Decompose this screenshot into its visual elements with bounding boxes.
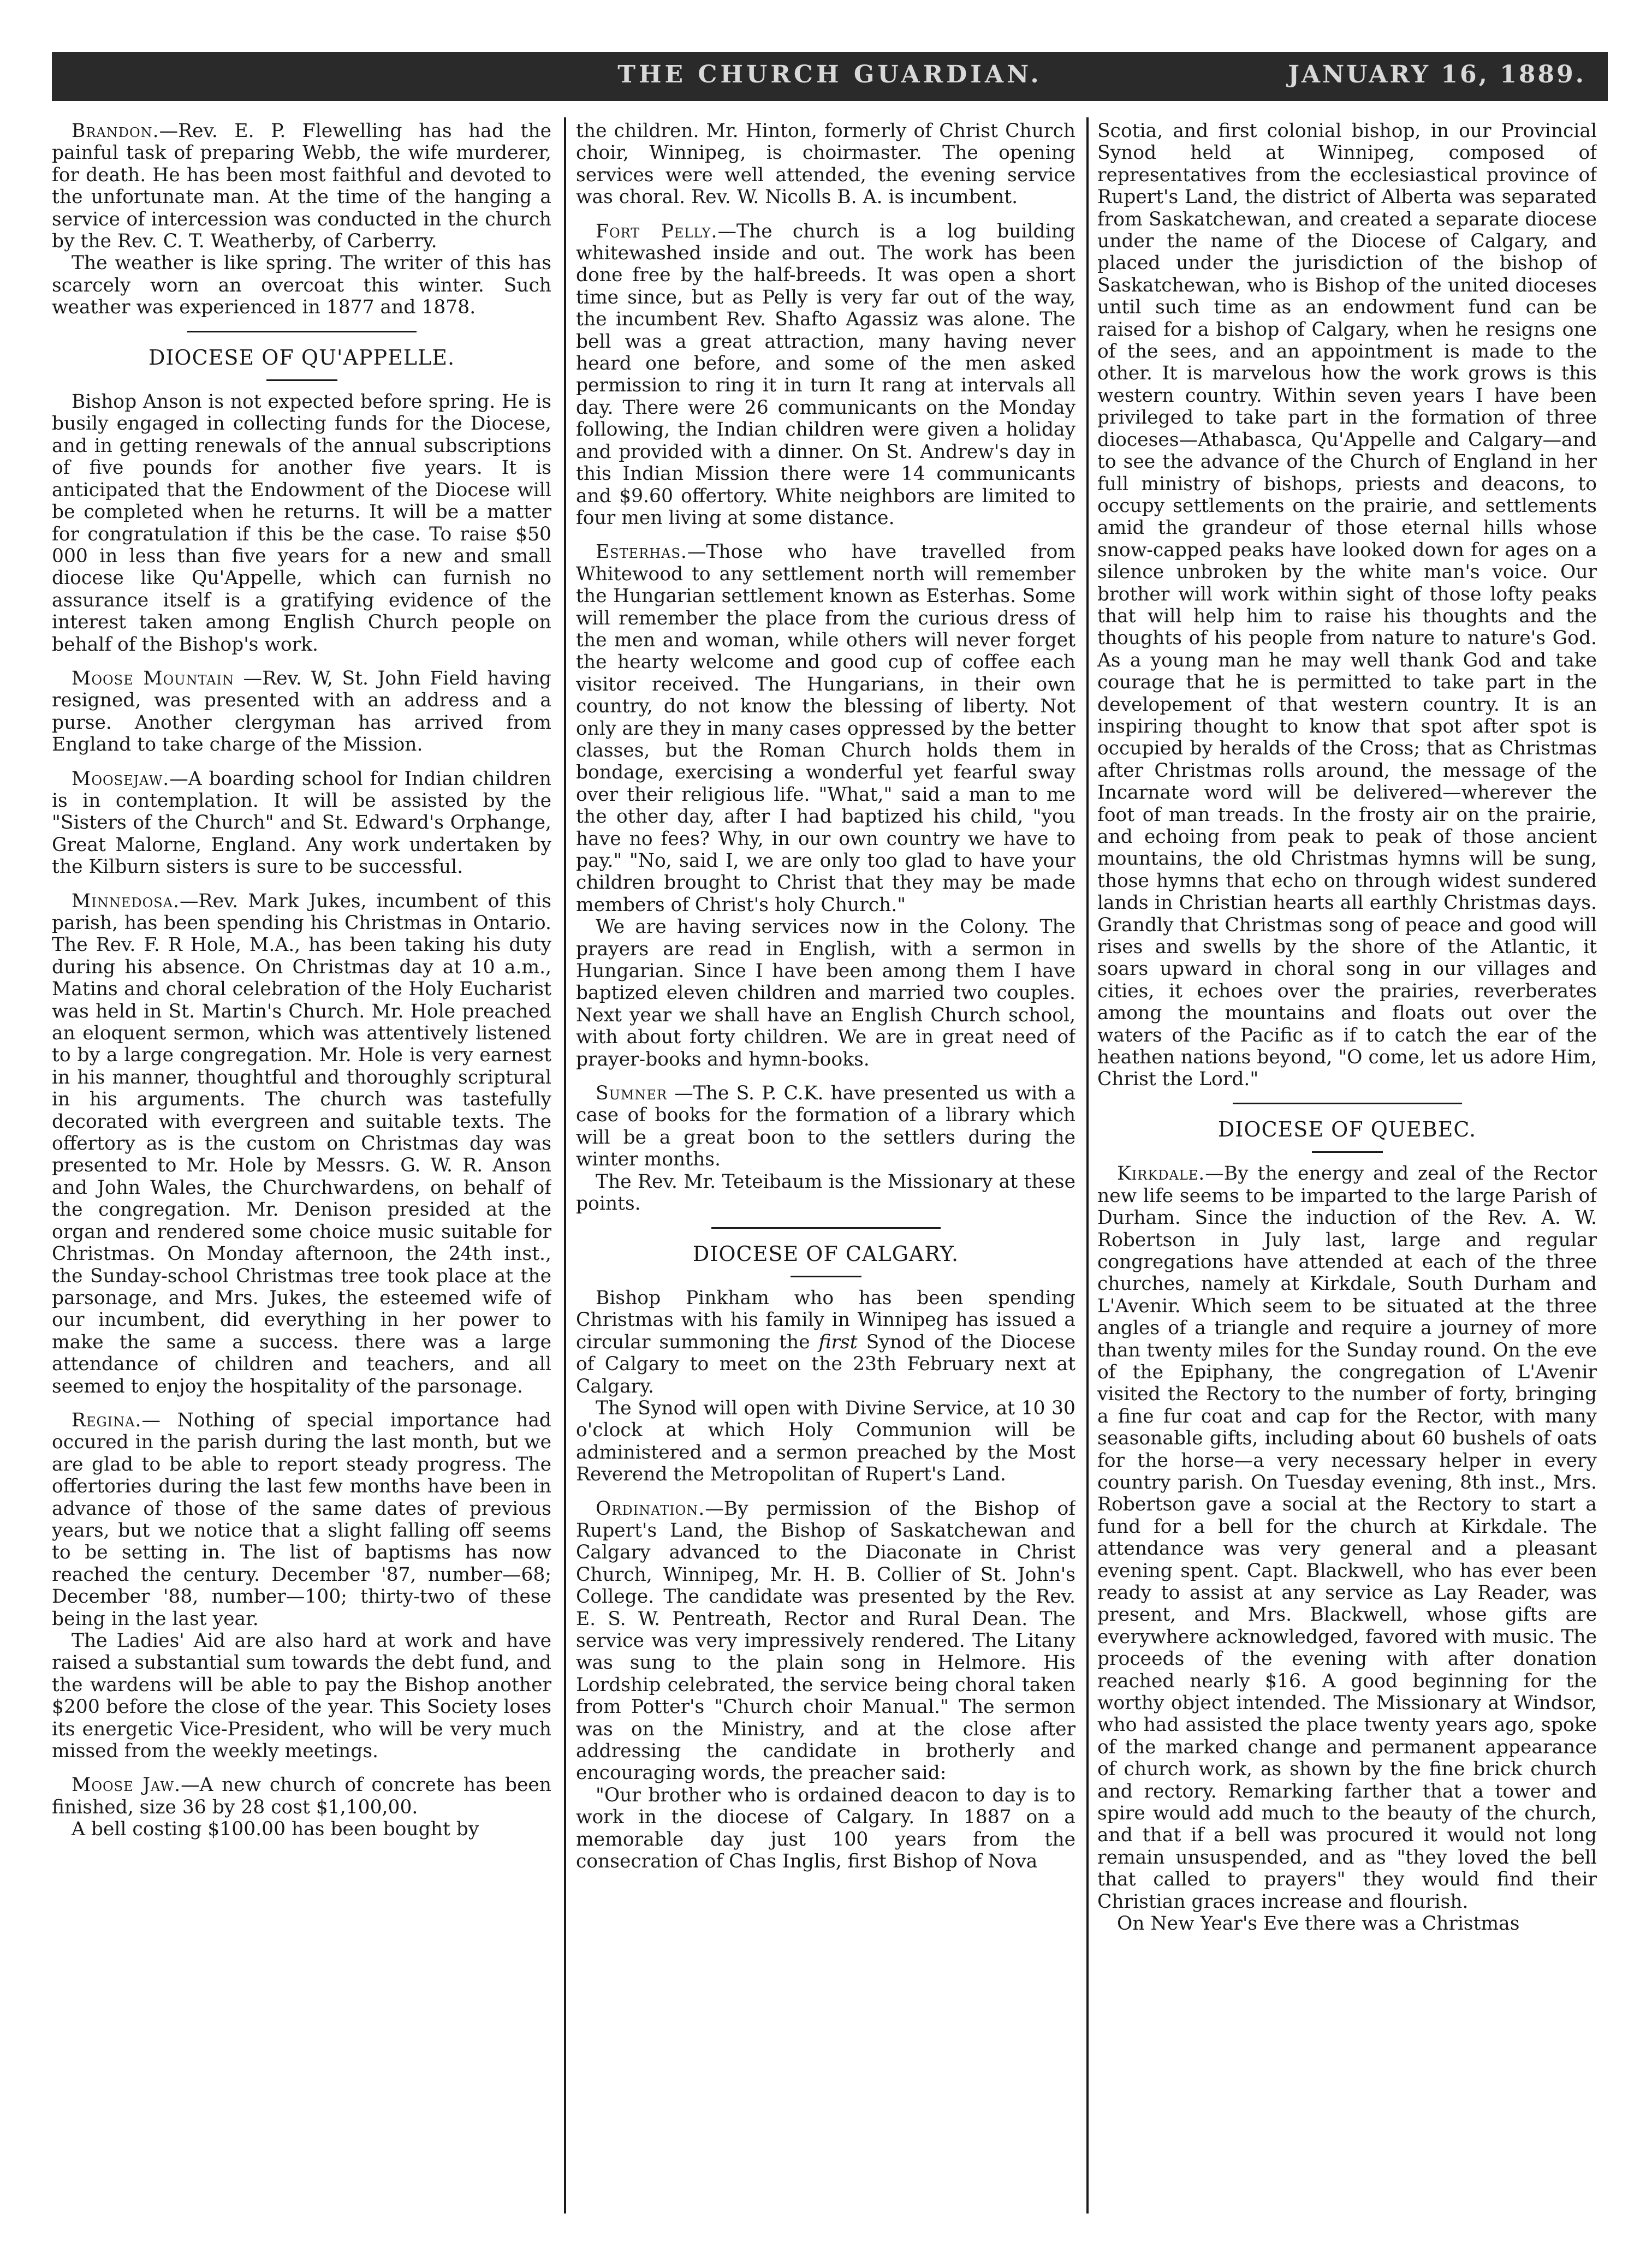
masthead-bar bbox=[52, 52, 1608, 101]
section-divider bbox=[1312, 1151, 1383, 1153]
article-text: —A boarding school for Indian children is in contemplation. It will be assisted by the "Sisters of the Church" and St. Edward's Orphange, Great Malorne, England. Any work undertaken by the Kilburn sisters is sure to be successful. bbox=[52, 767, 551, 878]
issue-date: JANUARY 16, 1889. bbox=[1288, 61, 1586, 88]
article-text: Bishop Anson is not expected before spring. He is busily engaged in collecting funds for the Diocese, and in getting renewals of the annual subscriptions of five pounds for another five years. It is anticipated that the Endowment of the Diocese will be completed when he returns. It will be a matter for congratulation if this be the case. To raise $50 000 in less than five years for a new and small diocese like Qu'Appelle, which can furnish no assurance itself is a gratifying evidence of the interest taken among English Church people on behalf of the Bishop's work. bbox=[52, 391, 551, 656]
article-text: —Rev. Mark Jukes, incumbent of this parish, has been spending his Christmas in Ontario. The Rev. F. R Hole, M.A., has been taking his duty during his absence. On Christmas day at 10 a.m., Matins and choral celebration of the Holy Eucharist was held in St. Martin's Church. Mr. Hole preached an eloquent sermon, which was attentively listened to by a large congregation. Mr. Hole is very earnest in his manner, thoughtful and thoroughly scriptural in his arguments. The church was tastefully decorated with evergreen and suitable texts. The offertory as is the custom on Christmas day was presented to Mr. Hole by Messrs. G. W. R. Anson and John Wales, the Churchwardens, on behalf of the congregation. Mr. Denison presided at the organ and rendered some choice music suitable for Christmas. On Monday afternoon, the 24th inst., the Sunday-school Christmas tree took place at the parsonage, and Mrs. Jukes, the esteemed wife of our incumbent, did everything in her power to make the same a success. there was a large attendance of children and teachers, and all seemed to enjoy the hospitality of the parsonage. bbox=[52, 890, 551, 1397]
article-text: —Rev. W, St. John Field having resigned, was presented with an address and a purse. Another clergyman has arrived from England to take charge of the Mission. bbox=[52, 667, 551, 756]
article-text: "Our brother who is ordained deacon to day is to work in the diocese of Calgary. In 1887 on a memorable day just 100 years from the consecration of Chas Inglis, first Bishop of Nova bbox=[576, 1784, 1075, 1873]
place-name: Moose Mountain bbox=[72, 667, 234, 689]
article-text: —A new church of concrete has been finished, size 36 by 28 cost $1,100,00. bbox=[52, 1774, 551, 1818]
section-divider bbox=[711, 1227, 941, 1229]
article-text: — Nothing of special importance had occured in the parish during the last month, but we are glad to be able to report steady progress. The offertories during the last few months have been in advance of those of the same dates of previous years, but we notice that a slight falling off seems to be setting in. The list of baptisms has now reached the century. December '87, number—68; December '88, number—100; thirty-two of these being in the last year. bbox=[52, 1409, 551, 1630]
section-divider bbox=[187, 331, 417, 332]
newspaper-title: THE CHURCH GUARDIAN. bbox=[617, 61, 1042, 88]
place-name: Moosejaw. bbox=[72, 767, 170, 790]
section-heading: DIOCESE OF CALGARY. bbox=[692, 1241, 959, 1266]
article-bishop-pinkham bbox=[576, 1287, 1075, 1486]
section-divider bbox=[1233, 1103, 1462, 1104]
article-text: —Those who have travelled from Whitewood to any settlement north will remember the Hungarian settlement known as Esterhas. Some will remember the place from the curious dress of the men and woman, while others will never forget the hearty welcome and good cup of coffee each visitor received. The Hungarians, in their own country, do not know the blessing of liberty. Not only are they in many cases oppressed by the better classes, but the Roman Church holds them in bondage, exercising a wonderful yet fearful sway over their religious life. "What," said a man to me the other day, after I had baptized his child, "you have no fees? Why, in our own country we have to pay." "No, said I, we are only too glad to have your children brought to Christ that they may be made members of Christ's holy Church." bbox=[576, 541, 1075, 916]
article-moosejaw bbox=[52, 768, 551, 878]
emphasis-text: first bbox=[818, 1331, 858, 1353]
article-moose-jaw bbox=[52, 1774, 551, 1840]
column-3 bbox=[1097, 120, 1597, 2216]
article-text: The Rev. Mr. Teteibaum is the Missionary at these points. bbox=[576, 1170, 1075, 1215]
article-sermon-continued bbox=[1097, 120, 1597, 1091]
place-name: Regina. bbox=[72, 1409, 142, 1431]
place-name: Esterhas. bbox=[596, 541, 687, 563]
article-text: The weather is like spring. The writer of this has scarcely worn an overcoat this winter. Such weather was experienced in 1877 and 1878. bbox=[52, 252, 551, 319]
section-heading: DIOCESE OF QUEBEC. bbox=[1217, 1117, 1477, 1141]
article-minnedosa bbox=[52, 890, 551, 1397]
article-text: —By the energy and zeal of the Rector new life seems to be imparted to the large Parish of Durham. Since the induction of the Rev. A. W. Robertson in July last, large and regular congregations have attended at each of the three churches, namely at Kirkdale, South Durham and L'Avenir. Which seem to be situated at the three angles of a triangle and require a journey of more than twenty miles for the Sunday round. On the eve of the Epiphany, the congregation of L'Avenir visited the Rectory to the number of forty, bringing a fine fur coat and cap for the Rector, with many seasonable gifts, including about 60 bushels of oats for the horse—a very necessary helper in every country parish. On Tuesday evening, 8th inst., Mrs. Robertson gave a social at the Rectory to start a fund for a bell for the church at Kirkdale. The attendance was very general and a pleasant evening spent. Capt. Blackwell, who has ever been ready to assist at any service as Lay Reader, was present, and Mrs. Blackwell, whose gifts are everywhere acknowledged, favored with music. The proceeds of the evening with after donation reached nearly $16. A good beginning for the worthy object intended. The Missionary at Windsor, who had assisted the place twenty years ago, spoke of the marked change and permanent appearance of church work, as shown by the fine brick church and rectory. Remarking farther that a tower and spire would add much to the beauty of the church, and that if a bell was procured it would not long remain unsuspended, and as "they loved the bell that called to prayers" they would find their Christian graces increase and flourish. bbox=[1097, 1163, 1597, 1913]
article-sumner bbox=[576, 1082, 1075, 1215]
column-rule bbox=[564, 117, 566, 2214]
section-divider bbox=[266, 379, 337, 381]
article-kirkdale bbox=[1097, 1163, 1597, 1935]
section-heading: DIOCESE OF QU'APPELLE. bbox=[148, 345, 455, 370]
article-esterhas bbox=[576, 541, 1075, 1070]
place-name: Fort Pelly. bbox=[596, 220, 718, 242]
article-continued bbox=[576, 120, 1075, 209]
article-text: On New Year's Eve there was a Christmas bbox=[1117, 1913, 1520, 1935]
article-text: The Ladies' Aid are also hard at work and have raised a substantial sum towards the debt fund, and the wardens will be able to pay the Bishop another $200 before the close of the year. This Society loses its energetic Vice-President, who will be very much missed from the weekly meetings. bbox=[52, 1630, 551, 1763]
article-text: Synod of the Diocese of Calgary to meet on the 23th February next at Calgary. bbox=[576, 1331, 1075, 1397]
section-divider bbox=[791, 1276, 861, 1277]
article-moose-mountain bbox=[52, 668, 551, 756]
place-name: Kirkdale. bbox=[1117, 1163, 1205, 1185]
article-text: We are having services now in the Colony. The prayers are read in English, with a sermon in Hungarian. Since I have been among them I have baptized eleven children and married two couples. Next year we shall have an English Church school, with about forty children. We are in great need of prayer-books and hymn-books. bbox=[576, 916, 1075, 1070]
article-text: —The church is a log building whitewashed inside and out. The work has been done free by the half-breeds. It was open a short time since, but as Pelly is very far out of the way, the incumbent Rev. Shafto Agassiz was alone. The bell was a great attraction, many having never heard one before, and some of the men asked permission to ring it in turn It rang at intervals all day. There were 26 communicants on the Monday following, the Indian children were given a holiday and provided with a dinner. On St. Andrew's day in this Indian Mission there were 14 communicants and $9.60 offertory. White neighbors are limited to four men living at some distance. bbox=[576, 220, 1075, 529]
article-text: Scotia, and first colonial bishop, in our Provincial Synod held at Winnipeg, composed of representatives from the ecclesiastical province of Rupert's Land, the district of Alberta was separated from Saskatchewan, and created a separate diocese under the name of the Diocese of Calgary, and placed under the jurisdiction of the bishop of Saskatchewan, who is Bishop of the united dioceses until such time as an endowment fund can be raised for a bishop of Calgary, when he resigns one of the sees, and an appointment is made to the other. It is marvelous how the work grows is this western country. Within seven years I have been privileged to take part in the formation of three dioceses—Athabasca, Qu'Appelle and Calgary—and to see the advance of the Church of England in her full ministry of bishops, priests and deacons, to occupy settlements on the prairie, and settlements amid the grandeur of those eternal hills whose snow-capped peaks have looked down for ages on a silence unbroken by the white man's voice. Our brother will work within sight of those lofty peaks that will help him to raise his thoughts and the thoughts of his people from nature to nature's God. As a young man he may well thank God and take courage that he is permitted to take part in the developement of that western country. It is an inspiring thought to know that spot after spot is occupied by heralds of the Cross; that as Christmas after Christmas rolls around, the message of the Incarnate word will be delivered—wherever the foot of man treads. In the frosty air on the prairie, and echoing from peak to peak of those ancient mountains, the old Christmas hymns will be sung, those hymns that echo on through widest sundered lands in Christian hearts all earthly Christmas days. Grandly that Christmas song of peace and good will rises and swells by the shore of the Atlantic, it soars upward in choral song in our villages and cities, it echoes over the prairies, reverberates among the mountains and floats out over the waters of the Pacific as if to catch the ear of the heathen nations beyond, "O come, let us adore Him, Christ the Lord." bbox=[1097, 120, 1597, 1091]
article-text: the children. Mr. Hinton, formerly of Christ Church choir, Winnipeg, is choirmaster. The opening services were well attended, the evening service was choral. Rev. W. Nicolls B. A. is incumbent. bbox=[576, 120, 1075, 209]
article-text: Bishop Pinkham who has been spending Christmas with his family in Winnipeg has issued a circular summoning the bbox=[576, 1287, 1075, 1353]
place-name: Moose Jaw. bbox=[72, 1774, 181, 1796]
place-name: Sumner bbox=[596, 1082, 668, 1105]
article-regina bbox=[52, 1409, 551, 1763]
column-1 bbox=[52, 120, 551, 2216]
column-2 bbox=[576, 120, 1075, 2216]
article-text: —The S. P. C.K. have presented us with a case of books for the formation of a library which will be a great boon to the settlers during the winter months. bbox=[576, 1082, 1075, 1171]
article-bishop-anson bbox=[52, 391, 551, 656]
article-text: A bell costing $100.00 has been bought by bbox=[72, 1818, 479, 1841]
column-rule bbox=[1086, 117, 1089, 2214]
place-name: Minnedosa. bbox=[72, 890, 180, 912]
article-text: —Rev. E. P. Flewelling has had the painful task of preparing Webb, the wife murderer, for death. He has been most faithful and devoted to the unfortunate man. At the time of the hanging a service of intercession was conducted in the church by the Rev. C. T. Weatherby, of Carberry. bbox=[52, 120, 551, 253]
article-text: —By permission of the Bishop of Rupert's Land, the Bishop of Saskatchewan and Calgary advanced to the Diaconate in Christ Church, Winnipeg, Mr. H. B. Collier of St. John's College. The candidate was presented by the Rev. E. S. W. Pentreath, Rector and Rural Dean. The service was very impressively rendered. The Litany was sung to the plain song in Helmore. His Lordship celebrated, the service being choral taken from Potter's "Church choir Manual." The sermon was on the Ministry, and at the close after addressing the candidate in brotherly and encouraging words, the preacher said: bbox=[576, 1497, 1075, 1784]
article-brandon bbox=[52, 120, 551, 319]
article-text: The Synod will open with Divine Service, at 10 30 o'clock at which Holy Communion will be administered and a sermon preached by the Most Reverend the Metropolitan of Rupert's Land. bbox=[576, 1397, 1075, 1486]
place-name: Ordination. bbox=[596, 1497, 705, 1520]
article-fort-pelly bbox=[576, 221, 1075, 529]
article-ordination bbox=[576, 1498, 1075, 1873]
place-name: Brandon. bbox=[72, 120, 159, 142]
